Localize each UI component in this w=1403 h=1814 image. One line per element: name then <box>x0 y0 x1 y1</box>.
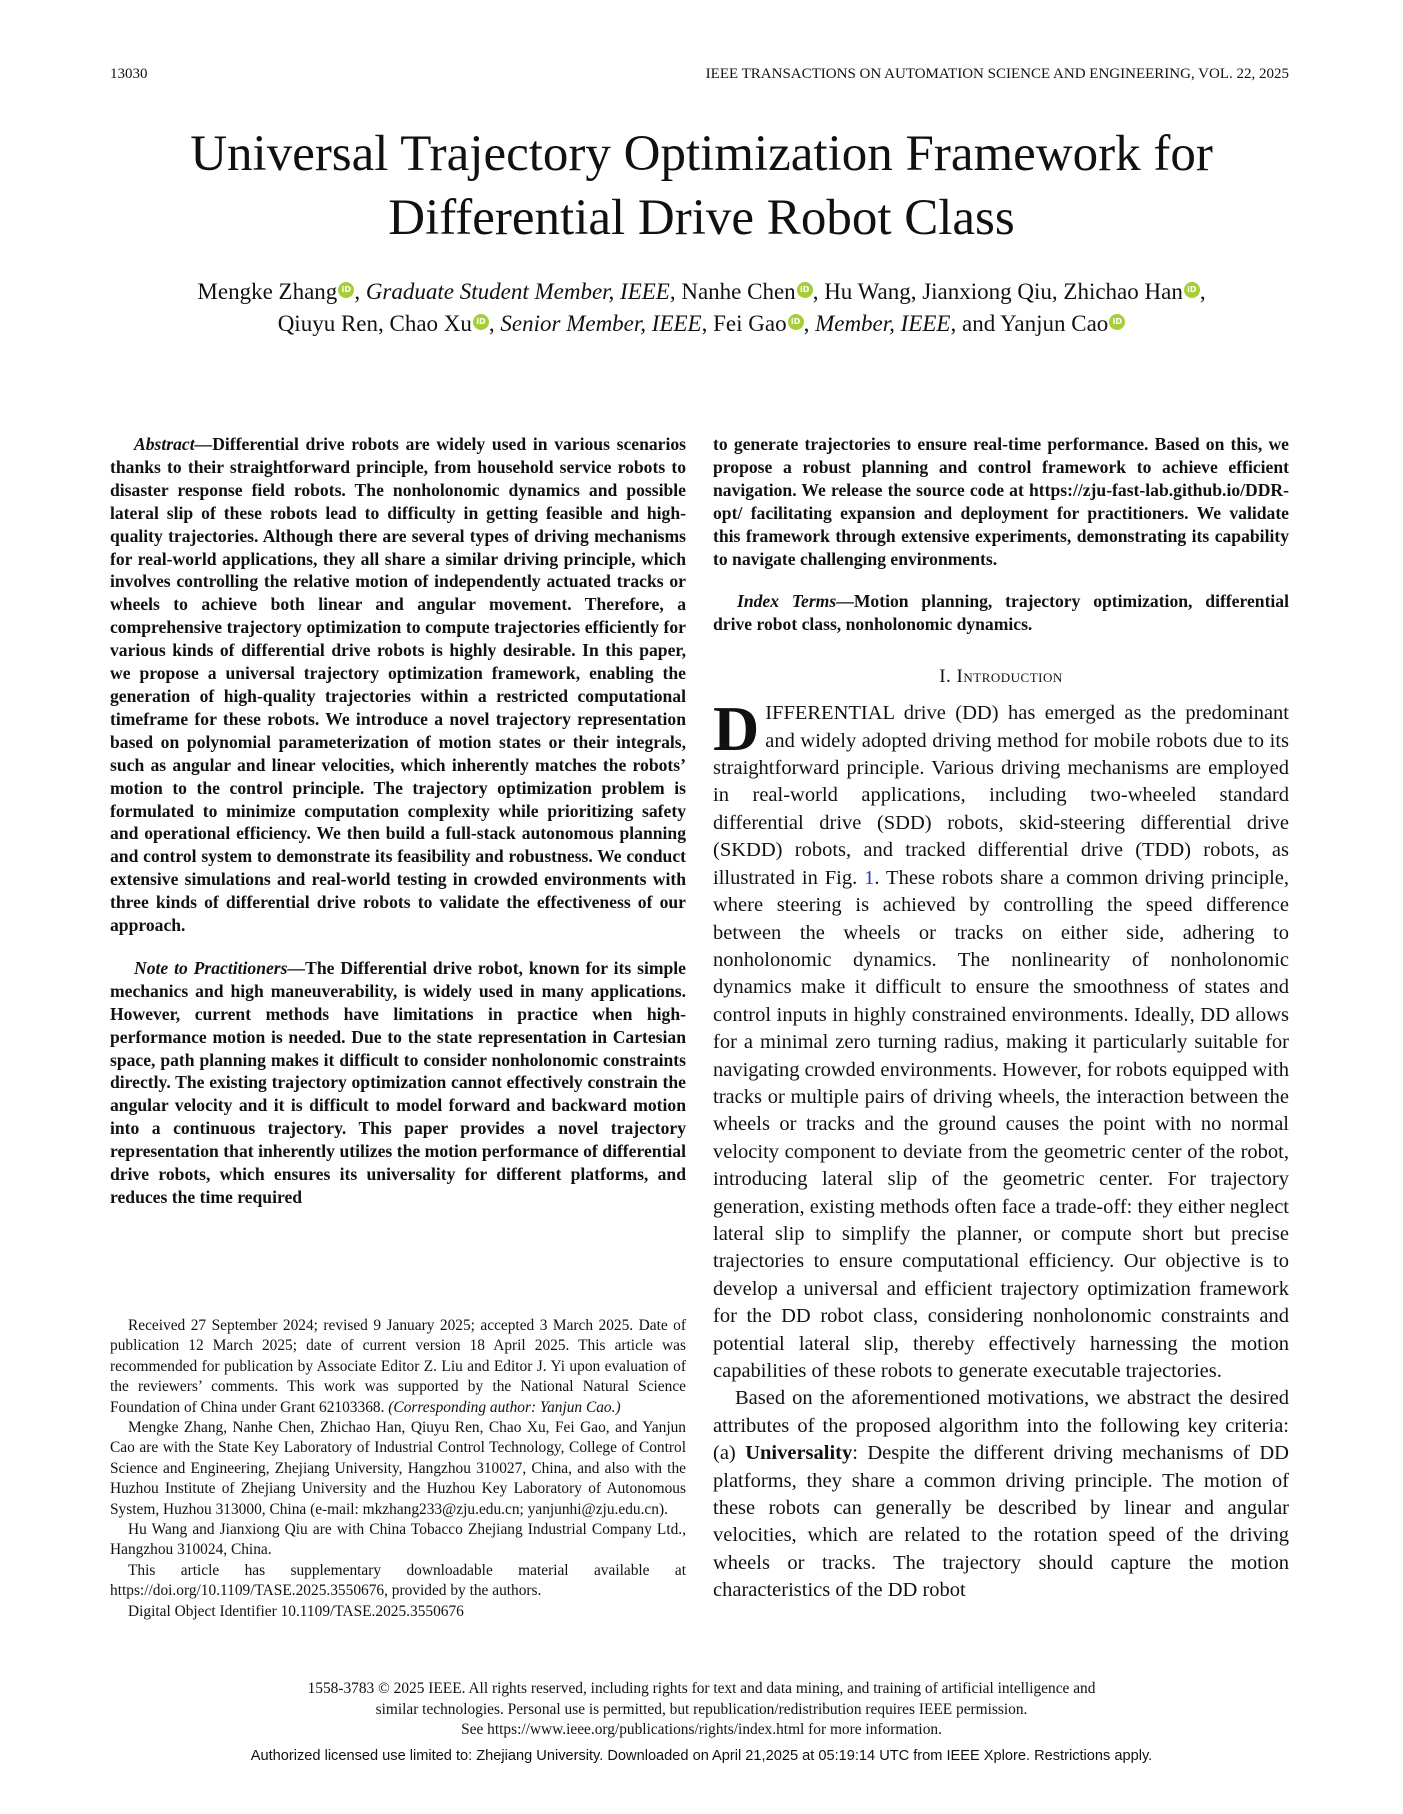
corresponding-author: (Corresponding author: Yanjun Cao.) <box>388 1398 621 1416</box>
orcid-icon[interactable]: iD <box>1184 282 1200 298</box>
index-terms <box>713 590 1289 636</box>
section-number: I. <box>939 666 952 688</box>
supplementary-note: This article has supplementary downloadable material available at https://doi.org/10.1109/TASE.2025.3550676, provided by the authors. <box>110 1561 686 1600</box>
author-role: Senior Member, IEEE <box>500 311 702 336</box>
footnotes <box>110 1316 686 1622</box>
journal-name: IEEE TRANSACTIONS ON AUTOMATION SCIENCE AND ENGINEERING, VOL. 22, 2025 <box>705 66 1289 82</box>
left-column <box>110 433 686 1209</box>
drop-cap: D <box>713 693 760 765</box>
author-list: Mengke Zhang iD , Graduate Student Member, IEEE, Nanhe Chen iD , Hu Wang, Jianxiong Qiu, Zhichao Han iD , Qiuyu Ren, Chao Xu iD , Senior Member, IEEE, Fei Gao iD , Member, IEEE, and Yanjun Cao iD <box>197 279 1206 336</box>
orcid-icon[interactable]: iD <box>473 314 489 330</box>
copyright-notice: 1558-3783 © 2025 IEEE. All rights reserved, including rights for text and data mining, and training of artificial intelligence and similar technologies. Personal use is permitted, but republication/redistribution requires IEEE permission. See https://www.ieee.org/publications/rights/index.html for more information. <box>307 1680 1096 1738</box>
author-name: Nanhe Chen <box>681 279 796 304</box>
orcid-icon[interactable]: iD <box>788 314 804 330</box>
orcid-icon[interactable]: iD <box>797 282 813 298</box>
running-head <box>110 66 1289 90</box>
note-text: The Differential drive robot, known for its simple mechanics and high maneuverability, is widely used in many applications. However, current methods have limitations in practice when high-performance motion is needed. Due to the state representation in Cartesian space, path planning makes it difficult to consider nonholonomic constraints directly. The existing trajectory optimization cannot effectively constrain the angular velocity and it is difficult to model forward and backward motion into a continuous trajectory. This paper provides a novel trajectory representation that inherently utilizes the motion performance of differential drive robots, which ensures its universality for different platforms, and reduces the time required <box>110 957 686 1207</box>
author-name: Yanjun Cao <box>1000 311 1109 336</box>
orcid-icon[interactable]: iD <box>1109 314 1125 330</box>
index-terms-label: Index Terms— <box>737 591 854 612</box>
author-name: Hu Wang, Jianxiong Qiu, Zhichao Han <box>824 279 1183 304</box>
note-label: Note to Practitioners— <box>134 957 306 978</box>
affiliation-note: Mengke Zhang, Nanhe Chen, Zhichao Han, Qiuyu Ren, Chao Xu, Fei Gao, and Yanjun Cao are with the State Key Laboratory of Industrial Control Technology, College of Control Science and Engineering, Zhejiang University, Hangzhou 310027, China, and also with the Huzhou Institute of Zhejiang University and the Huzhou Key Laboratory of Autonomous System, Huzhou 313000, China (e-mail: mkzhang233@zju.edu.cn; yanjunhi@zju.edu.cn). <box>110 1419 686 1518</box>
author-role: Member, IEEE <box>815 311 951 336</box>
intro-paragraph: DIFFERENTIAL drive (DD) has emerged as the predominant and widely adopted driving method for mobile robots due to its straightforward principle. Various driving mechanisms are employed in real-world applications, including two-wheeled standard differential drive (SDD) robots, skid-steering differential drive (SKDD) robots, and tracked differential drive (TDD) robots, as illustrated in Fig. 1. These robots share a common driving principle, where steering is achieved by controlling the speed difference between the wheels or tracks on either side, adhering to nonholonomic dynamics. The nonlinearity of nonholonomic dynamics make it difficult to ensure the smoothness of states and control inputs in highly constrained environments. Ideally, DD allows for a minimal zero turning radius, making it particularly suitable for navigating crowded environments. However, for robots equipped with tracks or multiple pairs of driving wheels, the interaction between the wheels or tracks and the ground causes the point with no normal velocity component to deviate from the geometric center of the robot, introducing lateral slip of the geometric center. For trajectory generation, existing methods often face a trade-off: they either neglect lateral slip to simplify the planner, or compute short but precise trajectories to ensure computational efficiency. Our objective is to develop a universal and efficient trajectory optimization framework for the DD robot class, considering nonholonomic constraints and potential lateral slip, thereby effectively harnessing the motion capabilities of these robots to generate executable trajectories. <box>713 693 1290 1382</box>
doi-note: Digital Object Identifier 10.1109/TASE.2025.3550676 <box>128 1602 464 1620</box>
author-name: Qiuyu Ren, Chao Xu <box>277 311 472 336</box>
license-notice: Authorized licensed use limited to: Zhejiang University. Downloaded on April 21,2025 at 05:19:14 UTC from IEEE Xplore. Restrictions apply. <box>250 1748 1153 1764</box>
note-continued: to generate trajectories to ensure real-time performance. Based on this, we propose a robust planning and control framework to achieve efficient navigation. We release the source code at https://zju-fast-lab.github.io/DDR-opt/ facilitating expansion and deployment for practitioners. We validate this framework through extensive experiments, demonstrating its capability to navigate challenging environments. <box>713 434 1289 569</box>
author-name: Fei Gao <box>713 311 787 336</box>
abstract-label: Abstract— <box>134 434 213 454</box>
abstract-text: Differential drive robots are widely used in various scenarios thanks to their straightforward principle, from household service robots to disaster response field robots. The nonholonomic dynamics and possible lateral slip of these robots lead to difficulty in getting feasible and high-quality trajectories. Although there are several types of driving mechanisms for real-world applications, they all share a similar driving principle, which involves controlling the relative motion of independently actuated tracks or wheels to achieve both linear and angular movement. Therefore, a comprehensive trajectory optimization to compute trajectories efficiently for various kinds of differential drive robots is highly desirable. In this paper, we propose a universal trajectory optimization framework, enabling the generation of high-quality trajectories within a restricted computational timeframe for these robots. We introduce a novel trajectory representation based on polynomial parameterization of motion states or their integrals, such as angular and linear velocities, which inherently matches the robots’ motion to the control principle. The trajectory optimization problem is formulated to minimize computation complexity while prioritizing safety and operational efficiency. We then build a full-stack autonomous planning and control system to demonstrate its feasibility and robustness. We conduct extensive simulations and real-world testing in crowded environments with three kinds of differential drive robots to validate the effectiveness of our approach. <box>110 434 686 936</box>
intro-paragraph: Based on the aforementioned motivations, we abstract the desired attributes of the proposed algorithm into the following key criteria: (a) Universality: Despite the different driving mechanisms of DD platforms, they share a common driving principle. The motion of these robots can generally be described by linear and angular velocities, which are related to the rotation speed of the driving wheels or tracks. The trajectory should capture the motion characteristics of the DD robot <box>713 1387 1289 1602</box>
section-title: Introduction <box>956 666 1063 688</box>
paper-title: Universal Trajectory Optimization Framework for Differential Drive Robot Class <box>190 126 1213 246</box>
author-role: Graduate Student Member, IEEE <box>365 279 670 304</box>
note-to-practitioners <box>110 957 686 1209</box>
section-heading <box>713 666 1289 688</box>
figure-link[interactable]: 1 <box>864 866 875 889</box>
orcid-icon[interactable]: iD <box>338 282 354 298</box>
index-terms-text: Motion planning, trajectory optimization, differential drive robot class, nonholonomic dynamics. <box>713 591 1289 635</box>
author-name: Mengke Zhang <box>197 279 338 304</box>
abstract <box>110 433 686 937</box>
page-number: 13030 <box>110 66 148 82</box>
received-note: Received 27 September 2024; revised 9 January 2025; accepted 3 March 2025. Date of publication 12 March 2025; date of current version 18 April 2025. This article was recommended for publication by Associate Editor Z. Liu and Editor J. Yi upon evaluation of the reviewers’ comments. This work was supported by the National Natural Science Foundation of China under Grant 62103368. (Corresponding author: Yanjun Cao.) <box>110 1317 686 1416</box>
affiliation-note: Hu Wang and Jianxiong Qiu are with China Tobacco Zhejiang Industrial Company Ltd., Hangzhou 310024, China. <box>110 1521 686 1559</box>
keyword-bold: Universality <box>745 1442 853 1465</box>
right-column <box>713 433 1289 1605</box>
